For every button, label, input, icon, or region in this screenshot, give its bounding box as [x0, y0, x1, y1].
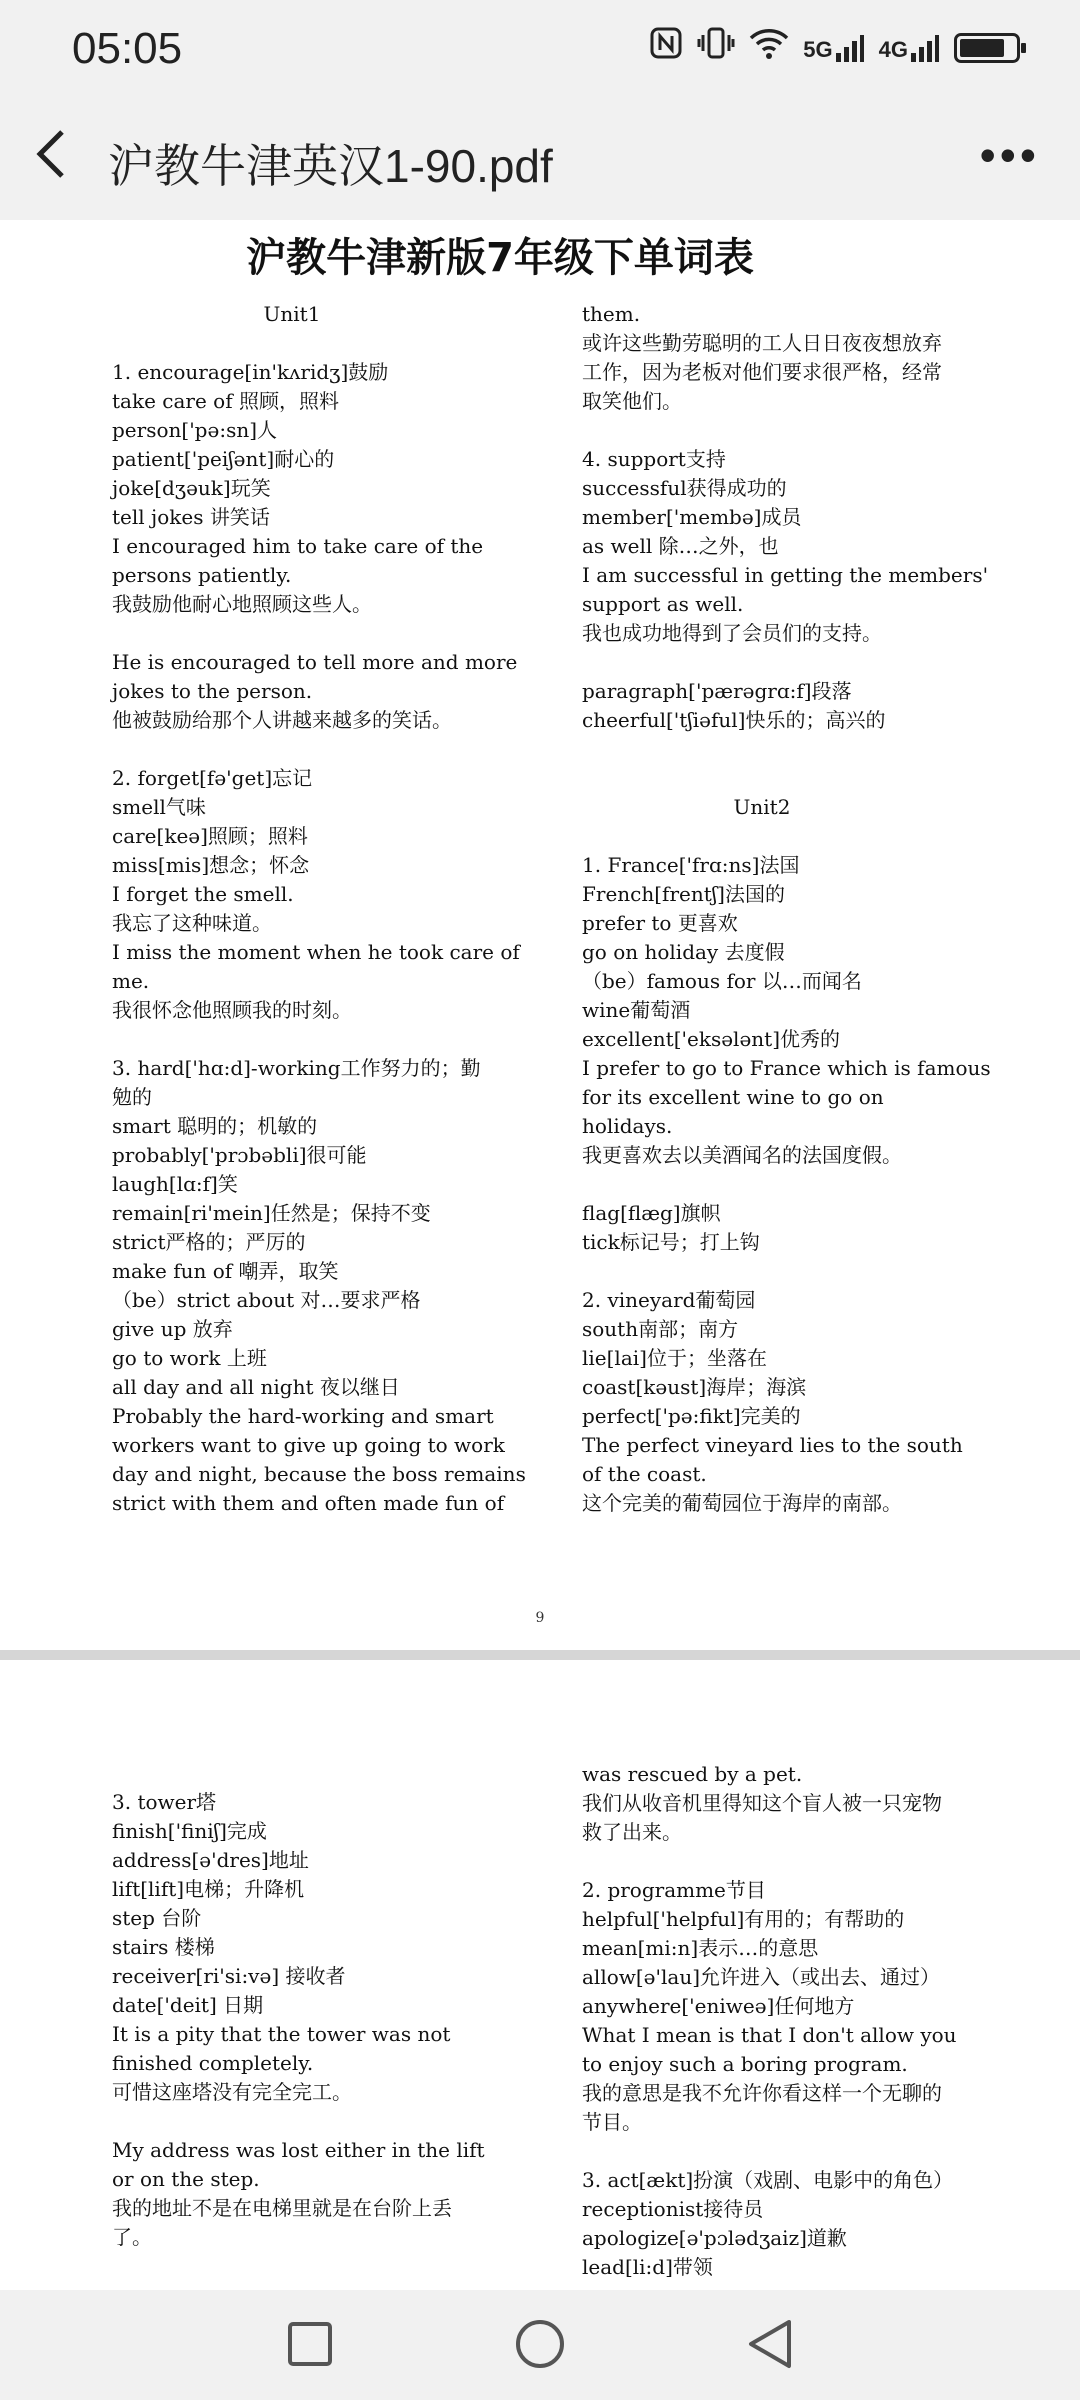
text-line: 我的意思是我不允许你看这样一个无聊的 [582, 2081, 942, 2105]
text-line [582, 822, 992, 851]
text-line: make fun of 嘲弄，取笑 [112, 1259, 339, 1283]
text-line: go on holiday 去度假 [582, 940, 785, 964]
text-line: or on the step. [112, 2167, 260, 2191]
text-line: to enjoy such a boring program. [582, 2052, 908, 2076]
text-line: successful获得成功的 [582, 476, 787, 500]
text-line: person['pə:sn]人 [112, 418, 278, 442]
text-line: as well 除…之外，也 [582, 534, 779, 558]
text-line: take care of 照顾，照料 [112, 389, 339, 413]
text-line: 我忘了这种味道。 [112, 911, 272, 935]
text-line: 3. hard['hɑ:d]-working工作努力的；勤 [112, 1056, 481, 1080]
status-bar [0, 0, 1080, 104]
page2-right-column [582, 1760, 992, 2282]
text-line: strict严格的；严厉的 [112, 1230, 306, 1254]
text-line: I forget the smell. [112, 882, 294, 906]
text-line: care[keə]照顾；照料 [112, 824, 308, 848]
text-line: 工作，因为老板对他们要求很严格，经常 [582, 360, 942, 384]
text-line: 节目。 [582, 2110, 642, 2134]
text-line: coast[kəust]海岸；海滨 [582, 1375, 807, 1399]
text-line: 2. vineyard葡萄园 [582, 1288, 756, 1312]
4g-signal-icon: 4G [879, 33, 940, 63]
text-line: workers want to give up going to work [112, 1433, 505, 1457]
text-line: 可惜这座塔没有完全完工。 [112, 2080, 352, 2104]
text-line: 我更喜欢去以美酒闻名的法国度假。 [582, 1143, 902, 1167]
wifi-icon [749, 26, 789, 69]
text-line: He is encouraged to tell more and more [112, 650, 518, 674]
status-icons [649, 26, 1020, 69]
page-number: 9 [535, 1610, 545, 1626]
page1-right-column [582, 300, 992, 1518]
text-line: south南部；南方 [582, 1317, 739, 1341]
text-line: joke[dʒəuk]玩笑 [112, 476, 271, 500]
text-line: 或许这些勤劳聪明的工人日日夜夜想放弃 [582, 331, 942, 355]
text-line: 4. support支持 [582, 447, 726, 471]
text-line: of the coast. [582, 1462, 707, 1486]
text-line: finished completely. [112, 2051, 314, 2075]
text-line: laugh[lɑ:f]笑 [112, 1172, 238, 1196]
text-line: all day and all night 夜以继日 [112, 1375, 400, 1399]
text-line: 勉的 [112, 1085, 152, 1109]
text-line [112, 329, 522, 358]
text-line: remain[ri'mein]任然是；保持不变 [112, 1201, 431, 1225]
text-line: 我们从收音机里得知这个盲人被一只宠物 [582, 1791, 942, 1815]
text-line: tell jokes 讲笑话 [112, 505, 270, 529]
text-line: French[frentʃ]法国的 [582, 882, 785, 906]
text-line: smell气味 [112, 795, 206, 819]
text-line: 1. encourage[in'kʌridʒ]鼓励 [112, 360, 389, 384]
text-line: was rescued by a pet. [582, 1762, 803, 1786]
document-title: 沪教牛津英汉1-90.pdf [108, 140, 553, 192]
text-line: 2. programme节目 [582, 1878, 766, 1902]
text-line: them. [582, 302, 641, 326]
unit-heading: Unit2 [733, 795, 791, 819]
text-line: 我也成功地得到了会员们的支持。 [582, 621, 882, 645]
text-line [582, 1170, 992, 1199]
text-line: receiver[ri'si:və] 接收者 [112, 1964, 346, 1988]
text-line: I miss the moment when he took care of [112, 940, 520, 964]
text-line [582, 416, 992, 445]
text-line: I am successful in getting the members' [582, 563, 989, 587]
text-line: I prefer to go to France which is famous [582, 1056, 991, 1080]
text-line [112, 2107, 522, 2136]
text-line [582, 764, 992, 793]
text-line: address[ə'dres]地址 [112, 1848, 309, 1872]
text-line: 他被鼓励给那个人讲越来越多的笑话。 [112, 708, 452, 732]
recents-square-icon[interactable] [280, 2314, 340, 2374]
text-line: jokes to the person. [112, 679, 313, 703]
text-line: receptionist接待员 [582, 2197, 764, 2221]
text-line [582, 1257, 992, 1286]
text-line: holidays. [582, 1114, 673, 1138]
text-line: patient['peiʃənt]耐心的 [112, 447, 335, 471]
text-line: My address was lost either in the lift [112, 2138, 485, 2162]
unit-heading: Unit1 [263, 302, 321, 326]
text-line: flag[flæg]旗帜 [582, 1201, 721, 1225]
text-line: apologize[ə'pɔlədʒaiz]道歉 [582, 2226, 847, 2250]
app-bar [0, 104, 1080, 220]
text-line: lead[li:d]带领 [582, 2255, 713, 2279]
vibrate-icon [697, 26, 735, 69]
text-line: go to work 上班 [112, 1346, 267, 1370]
text-line: strict with them and often made fun of [112, 1491, 505, 1515]
text-line: mean[mi:n]表示…的意思 [582, 1936, 819, 1960]
text-line: step 台阶 [112, 1906, 202, 1930]
text-line: 3. act[ækt]扮演（戏剧、电影中的角色） [582, 2168, 954, 2192]
text-line [112, 735, 522, 764]
text-line: prefer to 更喜欢 [582, 911, 738, 935]
text-line: probably['prɔbəbli]很可能 [112, 1143, 367, 1167]
text-line: 我鼓励他耐心地照顾这些人。 [112, 592, 372, 616]
text-line [112, 619, 522, 648]
text-line: It is a pity that the tower was not [112, 2022, 451, 2046]
text-line: for its excellent wine to go on [582, 1085, 884, 1109]
back-arrow-icon[interactable] [30, 124, 86, 196]
text-line: wine葡萄酒 [582, 998, 691, 1022]
back-triangle-icon[interactable] [740, 2314, 800, 2374]
text-line: 这个完美的葡萄园位于海岸的南部。 [582, 1491, 902, 1515]
text-line: 3. tower塔 [112, 1790, 217, 1814]
text-line [582, 1847, 992, 1876]
text-line: 了。 [112, 2225, 152, 2249]
text-line: member['membə]成员 [582, 505, 802, 529]
text-line: smart 聪明的；机敏的 [112, 1114, 318, 1138]
navigation-bar [0, 2290, 1080, 2400]
text-line: What I mean is that I don't allow you [582, 2023, 957, 2047]
text-line: finish['finiʃ]完成 [112, 1819, 267, 1843]
text-line: persons patiently. [112, 563, 292, 587]
text-line: cheerful['tʃiəful]快乐的；高兴的 [582, 708, 886, 732]
text-line: 2. forget[fə'get]忘记 [112, 766, 313, 790]
text-line: tick标记号；打上钩 [582, 1230, 760, 1254]
text-line [582, 648, 992, 677]
text-line: give up 放弃 [112, 1317, 233, 1341]
text-line [582, 735, 992, 764]
text-line: I encouraged him to take care of the [112, 534, 484, 558]
text-line: 1. France['frɑ:ns]法国 [582, 853, 800, 877]
text-line: 我的地址不是在电梯里就是在台阶上丢 [112, 2196, 452, 2220]
text-line [582, 2137, 992, 2166]
text-line: miss[mis]想念；怀念 [112, 853, 310, 877]
pdf-page-10[interactable] [0, 1660, 1080, 2290]
text-line [112, 1025, 522, 1054]
text-line: date['deit] 日期 [112, 1993, 264, 2017]
5g-signal-icon: 5G [803, 33, 864, 63]
text-line: （be）strict about 对…要求严格 [112, 1288, 421, 1312]
text-line: perfect['pə:fikt]完美的 [582, 1404, 801, 1428]
text-line: Probably the hard-working and smart [112, 1404, 494, 1428]
text-line: The perfect vineyard lies to the south [582, 1433, 963, 1457]
home-circle-icon[interactable] [510, 2314, 570, 2374]
battery-icon [954, 33, 1020, 63]
text-line: allow[ə'lau]允许进入（或出去、通过） [582, 1965, 941, 1989]
nfc-icon [649, 26, 683, 69]
text-line: day and night, because the boss remains [112, 1462, 526, 1486]
text-line: 我很怀念他照顾我的时刻。 [112, 998, 352, 1022]
text-line: helpful['helpful]有用的；有帮助的 [582, 1907, 905, 1931]
text-line: me. [112, 969, 150, 993]
text-line: 取笑他们。 [582, 389, 682, 413]
page-heading: 沪教牛津新版7年级下单词表 [246, 235, 754, 281]
text-line: support as well. [582, 592, 744, 616]
text-line: paragraph['pærəgrɑ:f]段落 [582, 679, 852, 703]
text-line: anywhere['eniweə]任何地方 [582, 1994, 855, 2018]
text-line: 救了出来。 [582, 1820, 682, 1844]
more-options-icon[interactable]: ••• [979, 129, 1040, 181]
page1-left-column [112, 300, 526, 1518]
page-divider [0, 1650, 1080, 1660]
text-line: lie[lai]位于；坐落在 [582, 1346, 767, 1370]
status-time: 05:05 [72, 24, 183, 73]
text-line: stairs 楼梯 [112, 1935, 215, 1959]
pdf-page-9[interactable] [0, 220, 1080, 1650]
text-line: lift[lift]电梯；升降机 [112, 1877, 305, 1901]
text-line: excellent['eksələnt]优秀的 [582, 1027, 841, 1051]
page2-left-column [112, 1788, 522, 2252]
text-line: （be）famous for 以…而闻名 [582, 969, 862, 993]
